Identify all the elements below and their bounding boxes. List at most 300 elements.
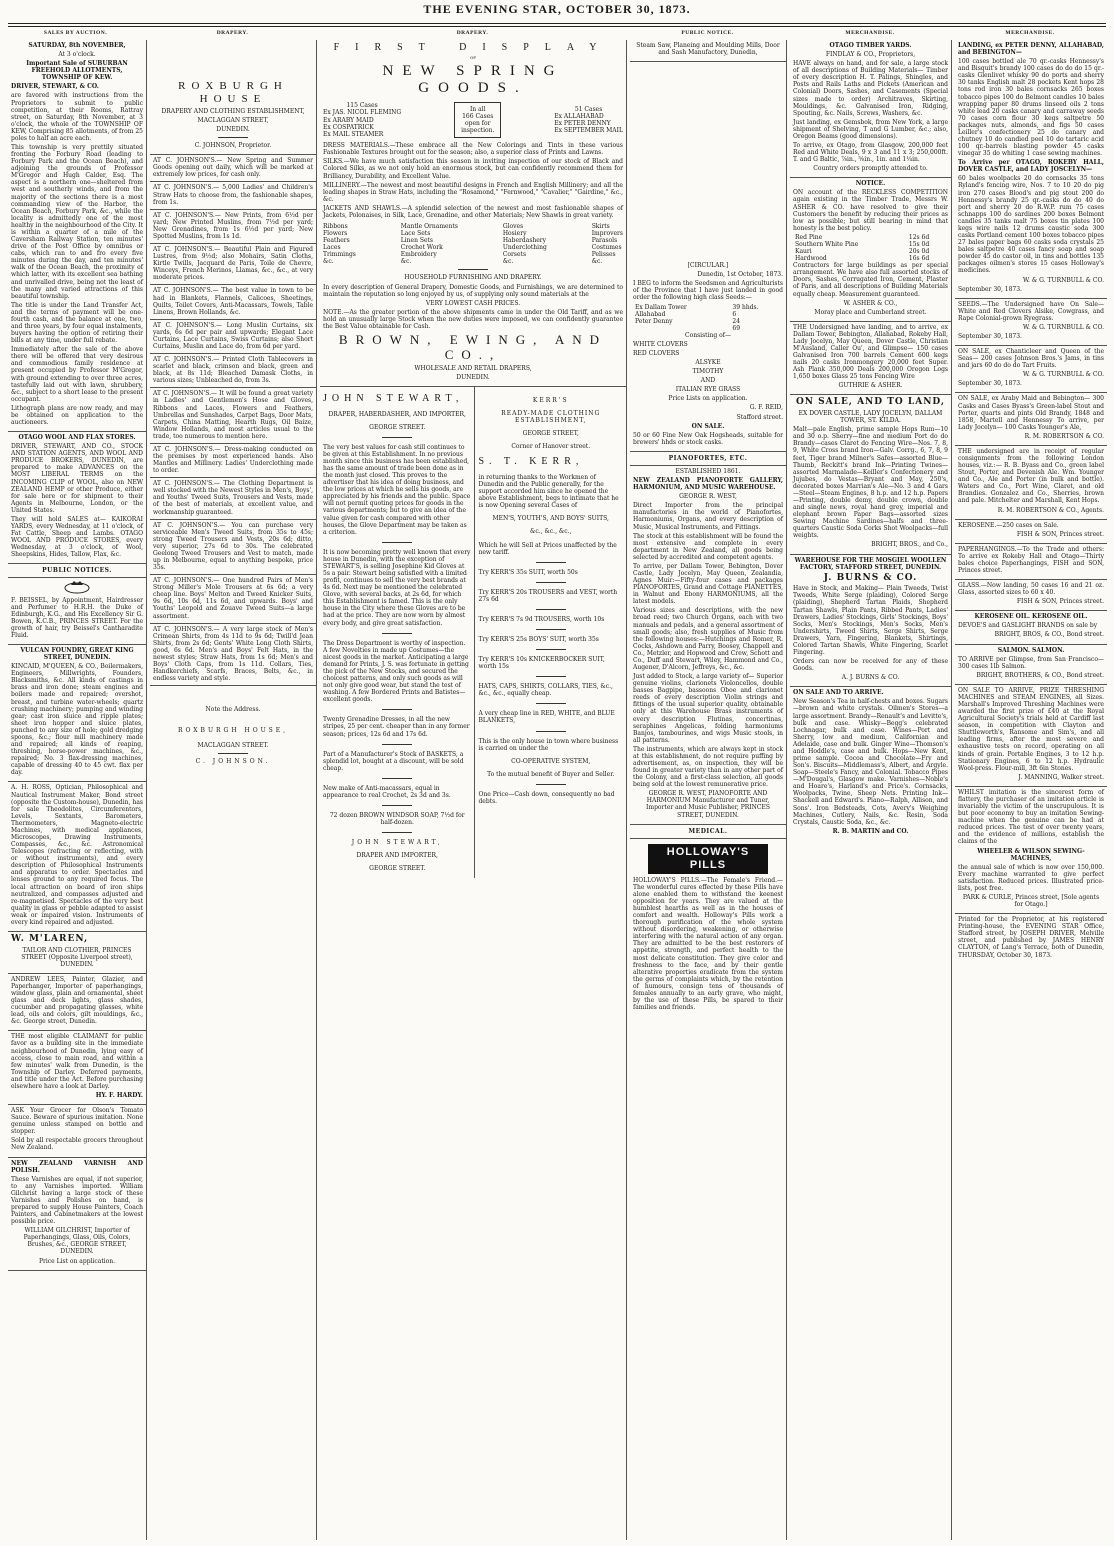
divider: [382, 633, 412, 634]
js-body-7: 72 dozen BROWN WINDSOR SOAP, 7½d for half-dozen.: [329, 811, 465, 827]
kerr-mens: MEN'S, YOUTH'S, AND BOYS' SUITS,: [492, 515, 609, 523]
kerr-try: Try KERR'S 10s KNICKERBOCKER SUIT, worth 15s: [478, 656, 605, 671]
table-cell: 6: [732, 310, 737, 318]
onsale-signature: BRIGHT, BROS., and Co.,: [871, 541, 948, 549]
roxburgh-street: MACLAGGAN STREET,: [197, 117, 269, 125]
steam-saw: Steam Saw, Planeing and Moulding Mills, Door and Sash Manufactory, Dunedin,: [636, 42, 780, 57]
findlay-body-3: To arrive, ex Otago, from Glasgow, 200,000 feet Red and White Deals, 9 x 3 and 11 x 3; 250,000ft. T. and G Baltic, ⅞in., ⅝in., 1in. and 1¼in.: [793, 142, 948, 164]
list-item: Ribbons: [323, 222, 348, 230]
list-item: Improvers: [591, 230, 623, 238]
fish-signature: FISH & SON, Princes street.: [1016, 530, 1104, 538]
kerr-try: Try KERR'S 35s SUIT, worth 50s: [478, 568, 578, 576]
reid-ship-table: [633, 304, 783, 332]
piano-name: GEORGE R. WEST,: [679, 493, 737, 501]
col-head-merchandise-2: MERCHANDISE.: [1005, 30, 1055, 36]
ship-line: 115 Cases: [346, 102, 378, 110]
lowest-prices: VERY LOWEST CASH PRICES.: [425, 299, 521, 307]
arrive-signature: R. B. MARTIN and CO.: [832, 827, 909, 835]
kerr-price: One Price—Cash down, consequently no bad debts.: [478, 790, 615, 805]
table-cell: Hardwood: [795, 255, 827, 263]
darley-ad: [8, 1031, 146, 1105]
seeds-body: SEEDS.—The Undersigned have On Sale— White and Red Clovers Alsike, Cowgrass, and Rape Colonial-grown Ryegrass.: [958, 300, 1104, 322]
kerosene-ad: [955, 520, 1107, 544]
wheeler-name: WHEELER & WILSON SEWING-MACHINES,: [977, 847, 1085, 862]
seed-line: TIMOTHY: [692, 368, 724, 376]
robertson-agents: R. M. ROBERTSON & CO., Agents.: [997, 506, 1104, 514]
table-cell: 39 hhds.: [732, 303, 759, 311]
findlay-body-4: Country orders promptly attended to.: [813, 165, 928, 173]
list-item: &c.: [591, 258, 603, 266]
list-item: Feathers: [323, 237, 350, 245]
stout-body: ON SALE, ex Araby Maid and Bebington— 300 Casks and Cases Byass's Green-label Stout and Porter, quarts and pints Old Brandy, 1848 and 1858, Martell and Hennessy To arrive, per Lady Jocelyn— 100 Casks Younger's Ale,: [958, 395, 1104, 431]
notice-head: NOTICE.: [855, 180, 886, 188]
reid-circular-ad: [630, 62, 786, 452]
ship-line: 51 Cases: [574, 105, 603, 113]
olson-body: ASK Your Grocer for Olson's Tomato Sauce. Beware of spurious imitation. None genuine unless stamped on bottle and stopper.: [11, 1107, 143, 1136]
turnbull-date: September 30, 1873.: [958, 380, 1022, 388]
goods-list-2: [401, 223, 458, 265]
jams-body: ON SALE, ex Chanticleer and Queen of the Seas— 200 cases Johnson Bros.'s Jams, in tins and jars 60 do do do Tart Fruits.: [958, 348, 1104, 370]
column-merchandise-1: [790, 40, 952, 1540]
list-item: Flowers: [323, 230, 348, 238]
kerosene-oil-ad: [955, 611, 1107, 644]
wool-body-2: They will hold SALES at— KAIKORAI YARDS, every Wednesday, at 11 o'clock, of Fat Cattle, Sheep and Lambs. OTAGO WOOL AND PRODUCE STORES, every Wednesday, at 3 o'clock, of Wool, Sheepskins, Hides, Tallow, Flax, &c.: [11, 515, 143, 559]
medical-head: MEDICAL.: [630, 825, 786, 839]
wheeler-body-2: the annual sale of which is now over 150,000. Every machine warranted to give perfect satisfaction. Reduced prices. Illustrated price-lists, post free.: [958, 863, 1104, 892]
holloway-ad: [630, 839, 786, 1016]
threshing-ad: [955, 685, 1107, 787]
list-item: Laces: [323, 244, 341, 252]
lees-body: ANDREW LEES, Painter, Glazier, and Paperhanger, Importer of paperhangings, window glass, plain and ornamental, sheet glass and deck lights, glass shades, cucumber and propagating glasses, white lead, oils and colors, gilt mouldings, &c., &c. George street, Dunedin.: [11, 975, 143, 1026]
turnbull-date: September 30, 1873.: [958, 332, 1022, 340]
turnbull-signature: W. & G. TURNBULL & CO.: [1022, 323, 1104, 331]
kerr-try: Try KERR'S 25s BOYS' SUIT, worth 35s: [478, 636, 599, 644]
table-row: [633, 318, 783, 325]
beissel-body: F. BEISSEL, by Appointment, Hairdresser and Perfumer to H.R.H. the Duke of Edinburgh, K.G., and His Excellency Sir G. Bowen, K.C.B., PRINCES STREET. For the growth of hair, try Beissel's Cantharadite Fluid.: [11, 596, 143, 639]
table-cell: Allahabad: [635, 310, 666, 318]
shipments-box: [323, 102, 623, 138]
seeds-ad: [955, 299, 1107, 346]
divider: [382, 542, 412, 543]
col-head-sales: SALES BY AUCTION.: [43, 30, 108, 36]
findlay-body-2: Just landing, ex Gemsbok, from New York, a large shipment of Shelving, T and G Lumber, &c.; also, Oregon Beams (good dimensions).: [793, 118, 948, 140]
jams-ad: [955, 346, 1107, 393]
col-head-merchandise-1: MERCHANDISE.: [845, 30, 895, 36]
table-cell: Southern White Pine: [795, 240, 859, 248]
arrive-head: ON SALE AND TO ARRIVE.: [793, 689, 884, 697]
reid-consist: Consisting of—: [685, 331, 731, 339]
table-cell: [633, 325, 730, 332]
column-drapery-2: [320, 40, 627, 1540]
on-sale-head: ON SALE.: [691, 422, 725, 430]
gilchrist-price-list: Price List on application.: [38, 1257, 116, 1265]
sale-body: are favored with instructions from the Proprietors to submit to public competition, at their Rooms, Rattray street, on Saturday, 8th November, at 3 o'clock, the whole of the TOWNSHIP OF KEW, Comprising 85 allotments, of from 25 poles to half an acre each.: [11, 92, 143, 142]
piano-body-2: The stock at this establishment will be found the most extensive and complete in every department in New Zealand, all goods being selected by accredited and competent agents.: [633, 532, 783, 561]
varnish-ad: [8, 1158, 146, 1271]
divider: [536, 703, 566, 704]
column-merchandise-2: [955, 40, 1107, 1540]
paperhangings-ad: [955, 544, 1107, 580]
table-cell: Red Pine: [795, 233, 823, 241]
ross-optician-ad: [8, 782, 146, 932]
kerr-sell: Which he will Sell at Prices unaffected by the new tariff.: [478, 541, 617, 556]
findlay-body: HAVE always on hand, and for sale, a large stock of all descriptions of Building Materials— Timber of every description H. T. Palings, Shingles, and Posts and Rails Laths and Pickets (American and Colonial) Doors, Sashes, and Casements (Special sizes made to order) Architraves, Skirting, Mouldings, &c. Galvanised Iron, Ridging, Spouting, &c. Nails, Screws, Washers, &c.: [793, 60, 948, 117]
wool-head: OTAGO WOOL AND FLAX STORES.: [18, 434, 136, 442]
onsale-title: ON SALE, AND TO LAND,: [795, 397, 946, 408]
piano-body-4: Various sizes and descriptions, with the new broad reed; two Church Organs, each with two manuals and pedals, and a general assortment of small goods; also, fresh supplies of Music from the following houses:—Hutchings and Romer, R. Cocks, Ashdown and Parry, Boosey, Chappell and Co., Metzler, and Hopwood and Crew, Schott and Co., Duff and Stewart, Wiley, Hammond and Co., Augener, D'Alcorn, Jeffreys, &c., &c.: [633, 607, 783, 671]
pianofortes-head: PIANOFORTES, ETC.: [630, 452, 786, 466]
col-head-public-notice: PUBLIC NOTICE.: [681, 30, 734, 36]
mlaren-body: TAILOR AND CLOTHIER, PRINCES STREET (Opposite Liverpool street), DUNEDIN.: [21, 946, 133, 968]
seed-line: RED CLOVERS: [633, 350, 680, 358]
masthead-rule: [8, 23, 1106, 27]
onsale-ex: EX DOVER CASTLE, LADY JOCELYN, DALLAM TOWER, ST. KILDA.: [798, 410, 943, 425]
goods-lists: [323, 223, 623, 265]
mosgiel-ad: [790, 555, 951, 688]
johnson-item: AT C. JOHNSON'S.— The best value in town to be had in Blankets, Flannels, Calicoes, Sheetings, Quilts, Toilet Covers, Anti-Macassars, Towels, Table Linens, Brown Hollands, &c.: [150, 285, 316, 319]
js-foot: JOHN STEWART,: [351, 839, 443, 847]
roxburgh-footer-title: ROXBURGH HOUSE,: [177, 727, 289, 735]
js-body-6: New make of Anti-macassars, equal in appearance to real Crochet, 2s 3d and 3s.: [323, 784, 451, 799]
public-notices-head: PUBLIC NOTICES.: [8, 564, 146, 578]
john-stewart-ad: [320, 387, 475, 879]
arrive-body: New Season's Tea in half-chests and boxes. Sugars—brown and white crystals. Oilmen's Stores—a large assortment. Brandy—Renault's and Levitte's, bulk and case. Whisky—Begg's celebrated Lochnagar, bulk and case. Wines—Port and Sherry, low and medium, Californian and Adelaide, case and bulk. Ginger Wine—Thomson's and Hoddle's, case and bulk. Hops—New Kent, prime sample. Cocoa and Chocolate—Fry and Son's. Biscuits—Middlemass's, Albert, and Argyle. Soap—Steele's Fancy, and Colonial. Tobacco Pipes—M'Dougal's, Glasgow make. Varnishes—Noble's and Hoare's, Harland's and Price's. Cornsacks, Woolpacks, Twine, Sheep Nets. Printing Ink—Shackell and Edward's. Piano—Ralph, Allison, and Sons'. Iron Bedsteads, Cots, Avery's Weighing Machines, Cutlery, Nails, &c. Resin, Soda Crystals, Caustic Soda, &c., &c.: [793, 698, 948, 826]
turnbull-ad: [955, 40, 1107, 299]
millinery: MILLINERY.—The newest and most beautiful designs in French and English Millinery; and all the leading shapes in Straw Hats, including the "Rosamond," "Fernwood," "Cavalier," "Gairdine," &c., &c.: [323, 181, 623, 203]
wool-body: DRIVER, STEWART, AND CO., STOCK AND STATION AGENTS, AND WOOL AND PRODUCE BROKERS, DUNEDIN, are prepared to make ADVANCES on the MOST LIBERAL TERMS on the INCOMING CLIP of WOOL, also on NEW ZEALAND HEMP or other Produce, either for sale here or for shipment to their Agents in Melbourne, London, or the United States.: [11, 443, 143, 514]
table-cell: 69: [732, 324, 741, 332]
holloway-body: HOLLOWAY'S PILLS.—The Female's Friend.—The wonderful cures effected by these Pills have alone enabled them to withstand the keenest opposition for years. They are valued at the humblest hearths as well as in the houses of comfort and wealth. Holloway's Pills work a thorough purification of the whole system without disordering, weakening, or otherwise interfering with the natural action of any organ. They are admitted to be the best restorers of appetite, strength, and perfect health to the most delicate constitution. They give color and freshness to the face, and by their gentle alterative properties eradicate from the system the germs of complaints which, by the retention of humours, consign tens of thousands of females annually to an early grave, who might, by the use of these Pills, be spared to their families and friends.: [633, 876, 783, 1012]
seed-line: ALSYKE: [695, 359, 721, 367]
first-display-title: FIRST DISPLAY: [333, 42, 613, 53]
tariff-note: NOTE.—As the greater portion of the above shipments came in under the Old Tariff, and as we hold an unusually large Stock when the new duties were imposed, we can confidently guarantee the Best Value obtainable for Cash.: [323, 308, 623, 330]
list-item: Hosiery: [502, 230, 527, 238]
brown-ewing-city: DUNEDIN.: [456, 373, 490, 381]
roxburgh-footer-name: C. JOHNSON.: [195, 758, 271, 766]
new-spring-goods: NEW SPRING GOODS.: [382, 62, 564, 97]
list-item: Corsets: [502, 251, 527, 259]
js-body-5: Part of a Manufacturer's Stock of BASKETS, a splendid lot, bought at a discount, will be sold cheap.: [323, 750, 464, 772]
seed-line: AND: [700, 377, 716, 385]
johnson-item: AT C. JOHNSON'S.— You can purchase very serviceable Men's Tweed Suits, from 35s to 45s; strong Tweed Trousers and Vests, 20s 6d; ditto, very superior, 27s 6d to 30s. The celebrated Geelong Tweed Trousers and Vest to match, made up in Melbourne, equal to anything bespoke, price 35s.: [150, 520, 316, 576]
johnson-item: AT C. JOHNSON'S.— Dress-making conducted on the premises by most experienced hands. Also Mantles and Millinery. Ladies' Underclothing made to order.: [150, 444, 316, 478]
list-item: Underclothing: [502, 244, 547, 252]
kerosene-body: KEROSENE.—250 cases on Sale.: [958, 521, 1059, 529]
silks: SILKS.—We have much satisfaction this season in inviting inspection of our stock of Black and Colored Silks, as we not only hold an enormous stock, but can confidently recommend them for Brilliancy, Durability, and Excellent Value.: [323, 158, 623, 180]
salmon-body: TO ARRIVE per Glimpse, from San Francisco— 300 cases 1lb Salmon.: [958, 655, 1104, 670]
johnson-item: AT C. JOHNSON'S.— New Prints, from 6½d per yard; New Printed Muslins, from 7½d per yard; New Grenadines, from 1s 6½d per yard; New Spotted Muslins, from 1s 1d.: [150, 210, 316, 244]
table-row: [793, 234, 948, 241]
reid-body: I BEG to inform the Seedsmen and Agriculturists of the Province that I have just landed in good order the following high class Seeds:—: [633, 280, 783, 302]
kerr-ad: [475, 387, 626, 879]
table-row: [793, 255, 948, 262]
divider: [536, 562, 566, 563]
sale-time: At 3 o'clock.: [58, 51, 96, 59]
col-head-drapery-2: DRAPERY.: [456, 30, 489, 36]
divider: [536, 784, 566, 785]
table-cell: 24: [732, 317, 741, 325]
sale-body-3: The title is under the Land Transfer Act, and the terms of payment will be one-fourth cash, and the balance at one, two, and three years, by four equal instalments, buyers having the option of retiring their bills at any time, under full rebate.: [11, 301, 143, 345]
ship-line: Ex COSPATRICK: [323, 123, 374, 131]
roxburgh-footer-street: MACLAGGAN STREET.: [197, 742, 269, 750]
hardy-body: THE most eligible CLAIMANT for public favor as a building site in the immediate neighbourhood of Dunedin, lying easy of access, close to main road, and within a few minutes' walk from Dunedin, is the Township of Darley. Deferred payments, and title under the Act. Before purchasing elsewhere have a look at Darley.: [11, 1033, 143, 1090]
bright-signature: BRIGHT, BROS, & CO., Bond street.: [994, 631, 1104, 639]
sale-body-2: This township is very prettily situated fronting the Forbury Road (leading to Forbury Park and the Ocean Beach), and adjoining the grounds of Professor M'Gregor and Hugh Calder, Esq. The aspect is a northern one—sheltered from west and southerly winds, and from the majority of the sections there is a most commanding view of the Harbor, the Ocean Beach, Forbury Park, &c., while the locality is admittedly one of the most healthy in the neighbourhood of the City. It is within a quarter of a mile of the Caversham Railway Station, ten minutes' drive of the Post Office by omnibus or cabs, which ran to and fro every five minutes during the day, and ten minutes' walk of the Ocean Beach, the proximity of which latter, with its excellent sea bathing and unrivalled drive, being not the least of the many and varied attractions of this beautiful township.: [11, 144, 143, 300]
table-cell: 12s 6d: [908, 233, 930, 241]
findlay-name: FINDLAY & CO., Proprietors,: [825, 51, 916, 59]
asher-body-2: Contractors for large buildings as per special arrangement. We have also full assorted stocks of Doors, Sashes, Corrugated Iron, Cement, Plaster of Paris, and all descriptions of Building Materials equally cheap. Measurement guaranteed.: [793, 262, 948, 298]
roxburgh-house-ad: [150, 40, 316, 155]
table-row: [793, 248, 948, 255]
seed-line: WHITE CLOVERS: [633, 340, 688, 348]
divider: [382, 709, 412, 710]
brown-ewing-ad: [320, 40, 626, 387]
list-item: Haberdashery: [502, 237, 547, 245]
ships-left: [323, 102, 401, 137]
table-row: [793, 241, 948, 248]
devoe-body: DEVOE'S and GASLIGHT BRANDS on sale by: [958, 622, 1098, 630]
landing-list: 100 cases bottled ale 70 qr.-casks Hennessy's and Bisquit's brandy 100 cases do do do 15 qr.-casks Glenlivet whisky 90 do ports and sherry 30 tanks English malt 28 pockets Kent hops 28 tons rod iron 30 bales cornsacks 265 boxes tobacco pipes 100 do Belmont candles 10 bales wrapping paper 80 drums linseed oils 2 tons white lead 20 casks canary and carraway seeds 70 cases corn flour 30 kegs saltpetre 50 packages nuts, almonds, and figs 50 cases Leiller's confectionery 25 do canary and chutney 10 do candied peel 10 do tartaric acid 100 qr.-barrels blasting powder 45 casks vinegar 35 do whiting 1 case sewing machines.: [958, 58, 1104, 158]
mlaren-name: W. M'LAREN,: [11, 933, 89, 944]
goods-list-4: [592, 223, 623, 265]
steam-saw-ad: [630, 40, 786, 62]
divider: [536, 731, 566, 732]
seed-line: ITALIAN RYE GRASS: [675, 386, 741, 394]
burns-signature: A. J. BURNS & CO.: [841, 674, 900, 682]
kerr-mutual: To the mutual benefit of Buyer and Seller.: [487, 770, 615, 778]
table-row: [633, 325, 783, 332]
paperhangings-body: PAPERHANGINGS.—To the Trade and others: To arrive ex Rokeby Hall and Otago—Thirty bales choice Paperhangings, FISH and SON, Princes street.: [958, 545, 1104, 574]
consignments-body: THE undersigned are in receipt of regular consignments from the following London houses, viz.:— R. B. Byass and Co., green label Stout, Porter, and Devenish Ale. Wm. Younger and Co., Ale and Porter (in bulk and bottle). Waters and Co., Port Wine, Claret, and old Brandies. Gonzalez and Co., Sherries, brown and pale. Mitchelter and Marshall, Kent Hops.: [958, 447, 1104, 505]
asher-address: Moray place and Cumberland street.: [814, 308, 927, 316]
table-row: [633, 311, 783, 318]
reid-address: Stafford street.: [736, 413, 783, 421]
olson-ad: [8, 1105, 146, 1157]
kerr-coop: CO-OPERATIVE SYSTEM,: [511, 757, 591, 765]
kerr-sub: READY-MADE CLOTHING ESTABLISHMENT,: [501, 409, 601, 424]
ship-line: Ex ARABY MAID: [323, 116, 374, 124]
piano-body: Direct Importer from the principal manufactories in the world of Pianofortes, Harmoniums, Organs, and every description of Music, Musical Instruments, and Fittings.: [633, 502, 783, 531]
mosgiel-head: WAREHOUSE FOR THE MOSGIEL WOOLLEN FACTORY, STAFFORD STREET, DUNEDIN.: [794, 556, 947, 571]
list-item: Skirts: [591, 222, 610, 230]
robertson-signature: R. M. ROBERTSON & CO.: [1024, 432, 1104, 440]
list-item: Pelisses: [591, 251, 616, 259]
roxburgh-sub: DRAPERY AND CLOTHING ESTABLISHMENT,: [161, 107, 305, 115]
vulcan-foundry-ad: [8, 645, 146, 782]
bottom-split: [320, 387, 626, 879]
list-item: Costumes: [591, 244, 622, 252]
ship-line: Ex MAIL STEAMER: [323, 130, 384, 138]
onsale-list: Malt—pale English, prime sample Hops Rum—10 and 30 o.p. Sherry—fine and medium Port do do Brandy—cases Claret do Fencing Wire—Nos. 7, 8, 9, White Cross brand Iron—Galv. Corrg., 6, 7, 8, 9 feet, Tiger brand Milner's Safes—assorted Blue—Thumb, Reckitt's brand Ink—Printing Twines—assorted Marmalade—Keiller's Confectionery and Jujubes, do Vestas—Bryant and May, 250's, decorated boxes Marrian's Ale—No. 3 and 4 Gars—Steel—Steam Engines, 8 h.p. and 12 h.p. Papers—Printing, double demy, double crown, double and single news, royal hand grey, imperial and elephant brown Paper Bags—assorted sizes Sewing Machine Sardines—halfs and three-quarters Caustic Soda Corks Shot Woolpacks—full weights.: [793, 426, 948, 540]
table-cell: Kauri: [795, 248, 812, 256]
fish-signature: FISH & SON, Princes street.: [1016, 598, 1104, 606]
piano-signature: GEORGE R. WEST, PIANOFORTE AND HARMONIUM Manufacturer and Tuner, Importer and Music Publisher, PRINCES STREET, DUNEDIN.: [646, 790, 770, 819]
divider: [458, 269, 488, 270]
list-item: Embroidery: [400, 251, 437, 259]
johnson-item: AT C. JOHNSON'S.— The Clothing Department is well stocked with the Newest Styles in Men's, Boys', and Youths' Tweed Suits, Trousers and Vests, made of the best of materials, at excellent value, and workmanship guaranteed.: [150, 478, 316, 519]
sale-title: Important Sale of SUBURBAN FREEHOLD ALLOTMENTS, TOWNSHIP OF KEW.: [26, 60, 128, 82]
table-cell: Ex Dallam Tower: [635, 303, 687, 311]
imprint: [955, 914, 1107, 963]
piano-body-5: Just added to Stock, a large variety of— Superior genuine violins, clarionets Violoncellos, double basses Bagpipe, bassoons Oboe and clarionet reeds of every description Violin strings and fittings of the usual superior quality, obtainable only at this Warehouse Brass instruments of every description Flutinas, concertinas, seraphines Angelicas, folding harmoniums Banjos, tambourines, and wigs Music stools, in all patterns.: [633, 673, 783, 744]
kerr-only: This is the only house in town where business is carried on under the: [478, 737, 619, 752]
ship-line: Ex ALLAHABAD: [554, 112, 604, 120]
divider: [382, 832, 412, 833]
arrive-list: 60 bales woolpacks 20 do cornsacks 35 tons Ryland's fencing wire, Nos. 7 to 10 20 do pig iron 270 cases Blood's and pig stout 200 do Hennessy's brandy 25 qr.-casks do do 40 do port and sherry 20 do R.W.P. rum 75 cases schnapps 100 do sardines 200 boxes Belmont candles 35 tanks malt 75 boxes tin plates 100 kegs wire nails 12 drums caustic soda 300 casks Portland cement 100 boxes tobacco pipes 27 bales paper bags 60 casks soda crystals 25 bales saltpetre 40 cases fancy soap and soap powder 45 do castor oil, in tins and bottles 135 packages oilmen's stores 15 cases Holloway's medicines.: [958, 175, 1104, 275]
table-row: [633, 304, 783, 311]
divider: [382, 437, 412, 438]
divider: [382, 805, 412, 806]
holloway-banner: HOLLOWAY'S PILLS: [648, 844, 768, 874]
divider: [218, 753, 248, 754]
list-item: Trimmings: [323, 251, 356, 259]
household-head: HOUSEHOLD FURNISHING AND DRAPERY.: [404, 274, 542, 282]
johnson-item: AT C. JOHNSON'S.— Printed Cloth Tablecovers in scarlet and black, crimson and black, green and black, at 8s 11d; Bleached Damask Cloths, in various sizes; Unbleached do, from 3s.: [150, 354, 316, 388]
kerosene-oil-head: KEROSENE OIL. KEROSENE OIL.: [974, 613, 1088, 621]
js-foot-2: DRAPER AND IMPORTER,: [356, 852, 438, 860]
list-item: Crochet Work: [400, 244, 443, 252]
imprint-body: Printed for the Proprietor, at his registered Printing-house, the EVENING STAR Office, Stafford street, by JOSEPH DRIVER, Melville street, and published by JAMES HENRY CLAYTON, of Lang's Terrace, both of Dunedin, THURSDAY, October 30, 1873.: [958, 916, 1104, 959]
kew-sale-ad: [8, 40, 146, 432]
ship-line: Ex SEPTEMBER MAIL: [554, 127, 623, 135]
dress-materials: DRESS MATERIALS.—These embrace all the New Colorings and Tints in these various Fashionable Textures brought out for the season; also, a superior class of Prints and Lawns.: [323, 142, 623, 157]
divider: [218, 137, 248, 138]
salmon-ad: [955, 645, 1107, 685]
ship-line: Ex JAS. NICOL FLEMING: [323, 109, 402, 117]
js-sub: DRAPER, HABERDASHER, AND IMPORTER,: [328, 410, 466, 418]
list-item: &c.: [400, 258, 412, 266]
kerr-try: Try KERR'S 7s 9d TROUSERS, worth 10s: [478, 615, 605, 623]
table-cell: 16s 6d: [908, 255, 930, 263]
guthrie-ad: [790, 322, 951, 396]
list-item: Lace Sets: [400, 230, 431, 238]
asher-notice-ad: [790, 178, 951, 321]
kerr-cheap: A very cheap line in RED, WHITE, and BLUE BLANKETS,: [478, 710, 615, 725]
varnish-head: NEW ZEALAND VARNISH AND POLISH.: [11, 1159, 143, 1174]
roxburgh-footer: [150, 686, 316, 770]
burns-name: J. BURNS & CO.: [823, 572, 918, 583]
guthrie-signature: GUTHRIE & ASHER.: [838, 382, 903, 390]
goods-list-3: [503, 223, 547, 265]
roxburgh-proprietor: C. JOHNSON, Proprietor.: [194, 142, 272, 150]
kerr-try: Try KERR'S 20s TROUSERS and VEST, worth 27s 6d: [478, 588, 618, 603]
js-foot-3: GEORGE STREET.: [369, 865, 426, 873]
divider: [536, 676, 566, 677]
vulcan-title: VULCAN FOUNDRY, GREAT KING STREET, DUNEDIN.: [20, 647, 134, 662]
js-body: The very best values for cash still continues to be given at this Establishment. In no previous month since this business has been established, has the same amount of trade been done as in the month just closed. This proves to the advertiser that his idea of doing business, and the low prices at which he sells his goods, are appreciated by his friends and the public. Space will not permit quoting prices for goods in the various departments; but to give an idea of the value given for cash compared with other houses, the Glove Department may be taken as a criterion.: [323, 443, 471, 536]
park-curle: PARK & CURLE, Princes street, [Sole agents for Otago.]: [962, 893, 1100, 909]
beissel-ad: [8, 578, 146, 645]
js-body-4: Twenty Grenadine Dresses, in all the new stripes, 25 per cent. cheaper than in any former season; prices, 12s 6d and 17s 6d.: [323, 716, 470, 738]
turnbull-signature: W. & G. TURNBULL & CO.: [1022, 276, 1104, 284]
bright-signature-2: BRIGHT, BROTHERS, & CO., Bond street.: [976, 671, 1104, 679]
lees-ad: [8, 974, 146, 1032]
brown-ewing-sub: WHOLESALE AND RETAIL DRAPERS,: [414, 364, 532, 372]
first-display-of: OF: [469, 54, 477, 60]
glass-ad: [955, 580, 1107, 611]
ship-line: Ex PETER DENNY: [554, 120, 611, 128]
kerr-etc: &c., &c., &c.,: [530, 528, 572, 536]
salmon-head: SALMON. SALMON.: [997, 646, 1065, 654]
ship-line: In all: [469, 105, 486, 113]
timber-yards-ad: [790, 40, 951, 178]
kerr-hats: HATS, CAPS, SHIRTS, COLLARS, TIES, &c., &c., &c., equally cheap.: [478, 683, 613, 698]
johnson-item: AT C. JOHNSON'S.— New Spring and Summer Goods opening out daily, which will be marked at extremely low prices, for cash only.: [150, 155, 316, 182]
js-street: GEORGE STREET.: [369, 423, 426, 431]
list-item: Gloves: [502, 222, 524, 230]
note-address: Note the Address.: [205, 706, 261, 714]
johnson-item: AT C. JOHNSON'S.— One hundred Pairs of Men's Strong Miller's Mole Trousers at 6s 6d; a very cheap line. Boys' Melton and Tweed Knicker Suits, 9s 6d, 10s 6d, 11s 6d, and upwards. Boys' and Youths' Leopold and Zouave Tweed Suits—a large assortment.: [150, 575, 316, 623]
reid-signature: G. F. REID,: [749, 404, 783, 412]
timber-head: OTAGO TIMBER YARDS.: [829, 42, 912, 49]
divider: [536, 629, 566, 630]
gilchrist-body: WILLIAM GILCHRIST, Importer of Paperhangings, Glass, Oils, Colors, Brushes, &c., GEORGE STREET, DUNEDIN.: [23, 1227, 131, 1256]
divider: [382, 744, 412, 745]
arrive-head: To Arrive per OTAGO, ROKEBY HALL, DOVER CASTLE, and LADY JOSCELYN—: [958, 159, 1104, 174]
divider: [536, 609, 566, 610]
kerr-street: GEORGE STREET,: [522, 430, 579, 438]
sale-body-4: Immediately after the sale of the above there will be offered that very desirous and commodious family residence at present occupied by Professor M'Gregor, with ground extending to over three acres, tastefully laid out with lawn, shrubbery, &c., subject to a short lease to the present occupant.: [11, 346, 143, 403]
johnson-item: AT C. JOHNSON'S.— 5,000 Ladies' and Children's Straw Hats to choose from, the fashionable shapes, from 1s.: [150, 182, 316, 209]
ships-right: [554, 106, 623, 134]
piano-body-6: The instruments, which are always kept in stock at this establishment, do not require puffing by advertisement, as, on inspection, they will be found in greater variety than in any other part of the Colony, and a first-class selection, all goods being sold at the lowest remunerative price.: [633, 745, 783, 789]
column-sales: [8, 40, 147, 1540]
jackets-shawls: JACKETS AND SHAWLS.—A splendid selection of the newest and most fashionable shapes of Jackets, Polonaises, in Silk, Lace, Grenadine, and other Materials; New Shawls in great variety.: [323, 204, 623, 219]
ship-line: inspection.: [461, 127, 495, 135]
ross-body: A. H. ROSS, Optician, Philosophical and Nautical Instrument Maker, Bond street (opposite the Custom-house), Dunedin, has for sale Theodolites, Circumferentors, Levels, Sextants, Barometers, Thermometers, Magneto-electric Machines, with medical appliances, Microscopes, Drawing Instruments, Compasses, &c., &c. Astronomical Telescopes (refracting or reflecting, with or without instruments), and every description of Philosophical Instruments and apparatus to order. Spectacles and lenses ground to any required focus. The local attraction on board of iron ships neutralized, and compasses adjusted and re-magnetised. Spectacles of the very best quality in glass or pebble adapted to assist weak or impaired vision. Instruments of every kind repaired and adjusted.: [11, 784, 143, 926]
glass-body: GLASS.—Now landing, 50 cases 16 and 21 oz. Glass, assorted sizes to 60 x 40.: [958, 582, 1104, 597]
ship-line: 166 Cases: [462, 112, 494, 120]
bright-onsale-ad: [790, 395, 951, 554]
mlaren-ad: [8, 932, 146, 974]
roxburgh-title: ROXBURGH HOUSE: [178, 80, 288, 105]
list-item: Parasols: [591, 237, 618, 245]
sale-body-5: Lithograph plans are now ready, and may be obtained on application to the auctioneers.: [11, 404, 143, 426]
list-item: Linen Sets: [400, 237, 433, 245]
reid-date: Dunedin, 1st October, 1873.: [697, 271, 783, 279]
threshing-body: ON SALE TO ARRIVE, PRIZE THRESHING MACHINES and STEAM ENGINES, all Sizes. Marshall's Improved Threshing Machines were awarded the first prize of £40 at the Royal Agricultural Society's trials held at Cardiff last season, in competition with Clayton and Shuttleworth's, Ransome and Sim's, and all leading firms, after the most severe and exhaustive tests on record, operating on all kinds of grain. Portable Engines, 3 to 12 h.p. Stationary Engines, 6 to 12 h.p. Hydraulic Wool-press. Flour-mill, 3ft 6in Stones.: [958, 686, 1104, 772]
kerr-name: S. T. KERR,: [478, 456, 584, 468]
burns-body-2: Orders can now be received for any of these Goods.: [793, 658, 948, 673]
wheeler-wilson-ad: [955, 787, 1107, 914]
sale-date: SATURDAY, 8th NOVEMBER,: [28, 42, 126, 49]
johnson-item: AT C. JOHNSON'S.— It will be found a great variety in Ladies' and Gentlemen's Hose and Gloves, Ribbons and Laces, Flowers and Feathers, Umbrellas and Sunshades, Carpet Bags, Door Mats, Carpets, China Matting, Hearth Rugs, Oil Baize, Window Hollands, and most articles usual to the trade, too numerous to mention here.: [150, 388, 316, 444]
kerr-title: KERR'S: [532, 396, 569, 404]
kerr-corner: Corner of Hanover street.: [511, 443, 591, 451]
burns-body: Have in Stock, and Making— Plain Tweeds, Twist Tweeds, White Serge (plaiding), Colored Serge (plaiding), Shepherd Tartan Plaids, Shepherd Tartan Shawls, Plain Pants, Ribbed Pants, Ladies' Drawers, Ladies' Stockings, Girls' Stockings, Boys' Socks, Men's Stockings, Men's Socks, Men's Undershirts, Tweed Shirts, Serge Shirts, Serge Drawers, Yarn, Fingering, Blankets, Shirtings, Colored Tartan Shawls, White Fingering, Scarlet Fingering.: [793, 585, 948, 656]
piano-established: ESTABLISHED 1861.: [675, 467, 741, 475]
roxburgh-city: DUNEDIN.: [216, 126, 250, 134]
guthrie-body: THE Undersigned have landing, and to arrive, ex Dallam Tower, Bebington, Allahabad, Rokeby Hall, Lady Jocelyn, May Queen, Dover Castle, Christian M'Ausland, Caller Ou', and Glimpse— 150 cases Galvanised Iron 700 barrels Cement 600 kegs nails 20 casks Ironmongery 20,000 feet Super. Ash Plank 350,000 Deals 200,000 Oregon Logs 1,650 boxes Glass 25 tons Fencing Wire: [793, 323, 948, 381]
divider: [536, 649, 566, 650]
asher-signature: W. ASHER & CO.,: [843, 299, 898, 307]
ship-line: open for: [464, 120, 491, 128]
stout-ad: [955, 393, 1107, 445]
johnson-item: AT C. JOHNSON'S.— A very large stock of Men's Crimean Shirts, from 4s 11d to 9s 6d; Twill'd Jean Shirts, from 2s 6d; Gents' White Long Cloth Shirts, good, 6s 6d. Men's and Boys' Felt Hats, in the newest styles; Straw Hats, from 1s 6d; Men's and Boys' Cloth Caps, from 1s 11d. Collars, Ties, Handkerchiefs, Scarfs, Braces, Belts, &c., in endless variety and style.: [150, 624, 316, 687]
piano-title: NEW ZEALAND PIANOFORTE GALLERY, HARMONIUM, AND MUSIC WAREHOUSE.: [633, 477, 783, 492]
hardy-signature: HY. F. HARDY.: [95, 1092, 143, 1099]
consignments-ad: [955, 446, 1107, 520]
kerr-body: in returning thanks to the Workmen of Dunedin and the Public generally, for the support accorded him since he opened the above Establishment, begs to intimate that he is now Opening several Cases of: [478, 474, 619, 510]
table-cell: 20s 0d: [908, 248, 930, 256]
landing-head: LANDING, ex PETER DENNY, ALLAHABAD, and BEBINGTON—: [958, 42, 1104, 57]
on-sale-body: 50 or 60 Fine New Oak Hogsheads, suitable for brewers' hhds or stock casks.: [633, 431, 783, 446]
reid-circular: [CIRCULAR.]: [687, 262, 729, 270]
column-drapery-1: [150, 40, 317, 1540]
turnbull-date: September 30, 1873.: [958, 285, 1022, 293]
olson-body-2: Sold by all respectable grocers throughout New Zealand.: [11, 1137, 143, 1152]
martin-ad: [790, 687, 951, 840]
